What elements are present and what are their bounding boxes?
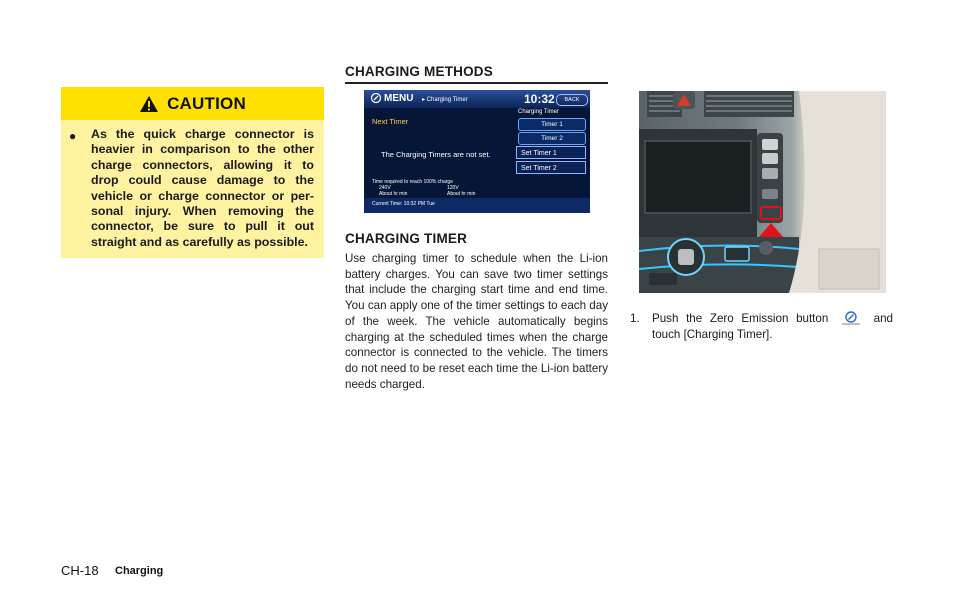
- screen-set-timer1-button: Set Timer 1: [516, 146, 586, 159]
- dashboard-illustration: [639, 91, 886, 293]
- screen-timer2-button: Timer 2: [518, 132, 586, 145]
- heading-rule: [345, 82, 608, 84]
- caution-header: [61, 87, 324, 120]
- caution-text: As the quick charge connector is heavier in comparison to the other charge connectors, allowing it to drop could cause damage to the vehicle or charge connector or per-sonal injury. When removing the connector, be sure to pull it out straight and as carefully as possible.: [91, 127, 314, 249]
- dashboard-photo: [639, 91, 886, 293]
- step-number: 1.: [630, 312, 640, 325]
- bullet-icon: ●: [69, 129, 77, 143]
- screen-current-time: Current Time: 10:32 PM Tue: [372, 201, 435, 207]
- step-text: [652, 311, 893, 343]
- screen-menu-label: MENU: [384, 93, 414, 104]
- screen-next-timer: Next Timer: [372, 117, 409, 126]
- page-number: CH-18: [61, 563, 99, 578]
- zero-emission-icon: [370, 92, 382, 104]
- footer-section-name: Charging: [115, 565, 164, 577]
- screen-about-120: About hr min: [447, 191, 476, 197]
- screen-panel-title: Charging Timer: [518, 109, 560, 115]
- caution-title: CAUTION: [167, 93, 246, 113]
- step-text-before: Push the Zero Emission button: [652, 312, 829, 325]
- screen-120v: 120V: [447, 185, 459, 191]
- screen-back-button: BACK: [556, 94, 588, 106]
- screen-timer1-button: Timer 1: [518, 118, 586, 131]
- screen-not-set-message: The Charging Timers are not set.: [381, 150, 491, 159]
- screen-240v: 240V: [379, 185, 391, 191]
- screen-about-240: About hr min: [379, 191, 408, 197]
- zero-emission-icon: [838, 311, 864, 325]
- caution-body: [61, 120, 324, 258]
- screen-subtitle: ▸ Charging Timer: [422, 97, 468, 103]
- charging-timer-heading: CHARGING TIMER: [345, 231, 468, 246]
- screen-clock: 10:32: [524, 92, 555, 106]
- step-text-after: and touch [Charging Timer].: [652, 312, 893, 341]
- charging-timer-screen-image: [364, 90, 590, 213]
- charging-timer-body: Use charging timer to schedule when the Li-ion battery charges. You can save two timer settings that include the charging start time and end time. You can apply one of the timer settings to each day of the week. The vehicle automatically begins charging at the scheduled times when the charge connector is connected to the vehicle. The timers do not need to be reset each time the Li-ion battery needs charged.: [345, 252, 608, 391]
- screen-set-timer2-button: Set Timer 2: [516, 161, 586, 174]
- charging-methods-heading: CHARGING METHODS: [345, 64, 493, 79]
- warning-triangle-icon: [139, 95, 159, 113]
- screen-time-required: Time required to reach 100% charge: [372, 179, 453, 185]
